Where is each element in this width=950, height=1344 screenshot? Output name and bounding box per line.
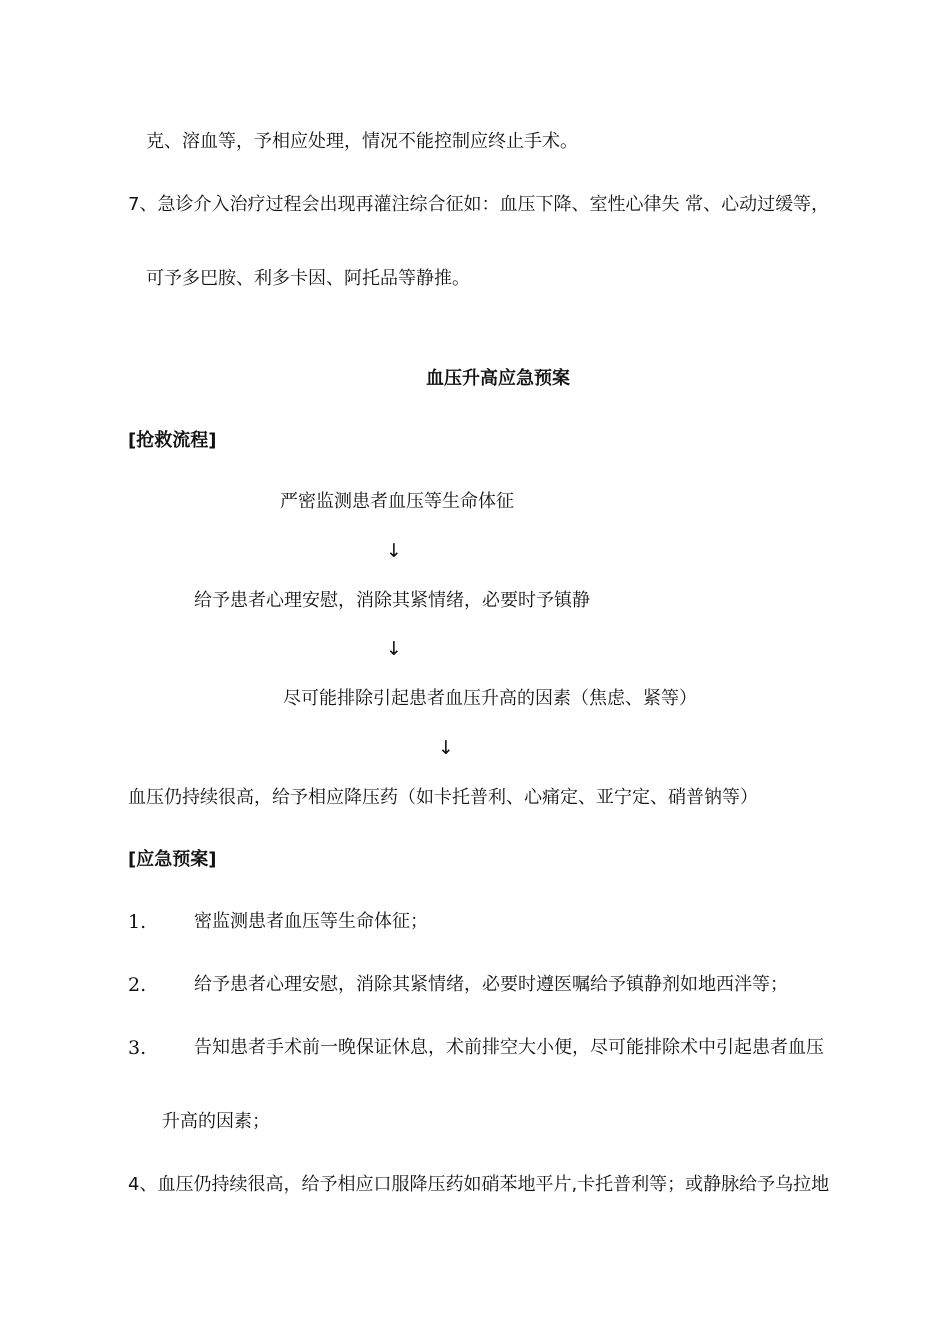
item-7-line-1: 7、急诊介入治疗过程会出现再灌注综合征如：血压下降、室性心律失 常、心动过缓等，: [128, 194, 830, 215]
plan-item-3-text: 告知患者手术前一晚保证休息，术前排空大小便，尽可能排除术中引起患者血压: [194, 1037, 824, 1058]
item-7-line-2: 可予多巴胺、利多卡因、阿托品等静推。: [146, 268, 470, 289]
plan-item-1-text: 密监测患者血压等生命体征；: [194, 911, 428, 932]
flow-step-4: 血压仍持续很高，给予相应降压药（如卡托普利、心痛定、亚宁定、硝普钠等）: [128, 787, 758, 808]
plan-item-1-number: 1.: [128, 911, 147, 933]
plan-item-3-number: 3.: [128, 1037, 147, 1059]
flow-step-2: 给予患者心理安慰，消除其紧情绪，必要时予镇静: [194, 590, 590, 611]
plan-item-3-continuation: 升高的因素；: [162, 1111, 270, 1132]
intro-line-1: 克、溶血等，予相应处理，情况不能控制应终止手术。: [146, 131, 578, 152]
plan-item-2-text: 给予患者心理安慰，消除其紧情绪，必要时遵医嘱给予镇静剂如地西泮等；: [194, 974, 788, 995]
plan-item-2-number: 2.: [128, 974, 147, 996]
flow-step-3: 尽可能排除引起患者血压升高的因素（焦虑、紧等）: [283, 688, 697, 709]
flow-arrow-1: ↓: [386, 540, 402, 562]
flow-arrow-3: ↓: [438, 737, 454, 759]
rescue-flow-heading: [抢救流程]: [128, 430, 217, 451]
section-title: 血压升高应急预案: [426, 368, 570, 389]
flow-arrow-2: ↓: [386, 638, 402, 660]
plan-item-4-text: 4、血压仍持续很高，给予相应口服降压药如硝苯地平片,卡托普利等；或静脉给予乌拉地: [128, 1174, 830, 1195]
flow-step-1: 严密监测患者血压等生命体征: [280, 491, 514, 512]
emergency-plan-heading: [应急预案]: [128, 849, 217, 870]
